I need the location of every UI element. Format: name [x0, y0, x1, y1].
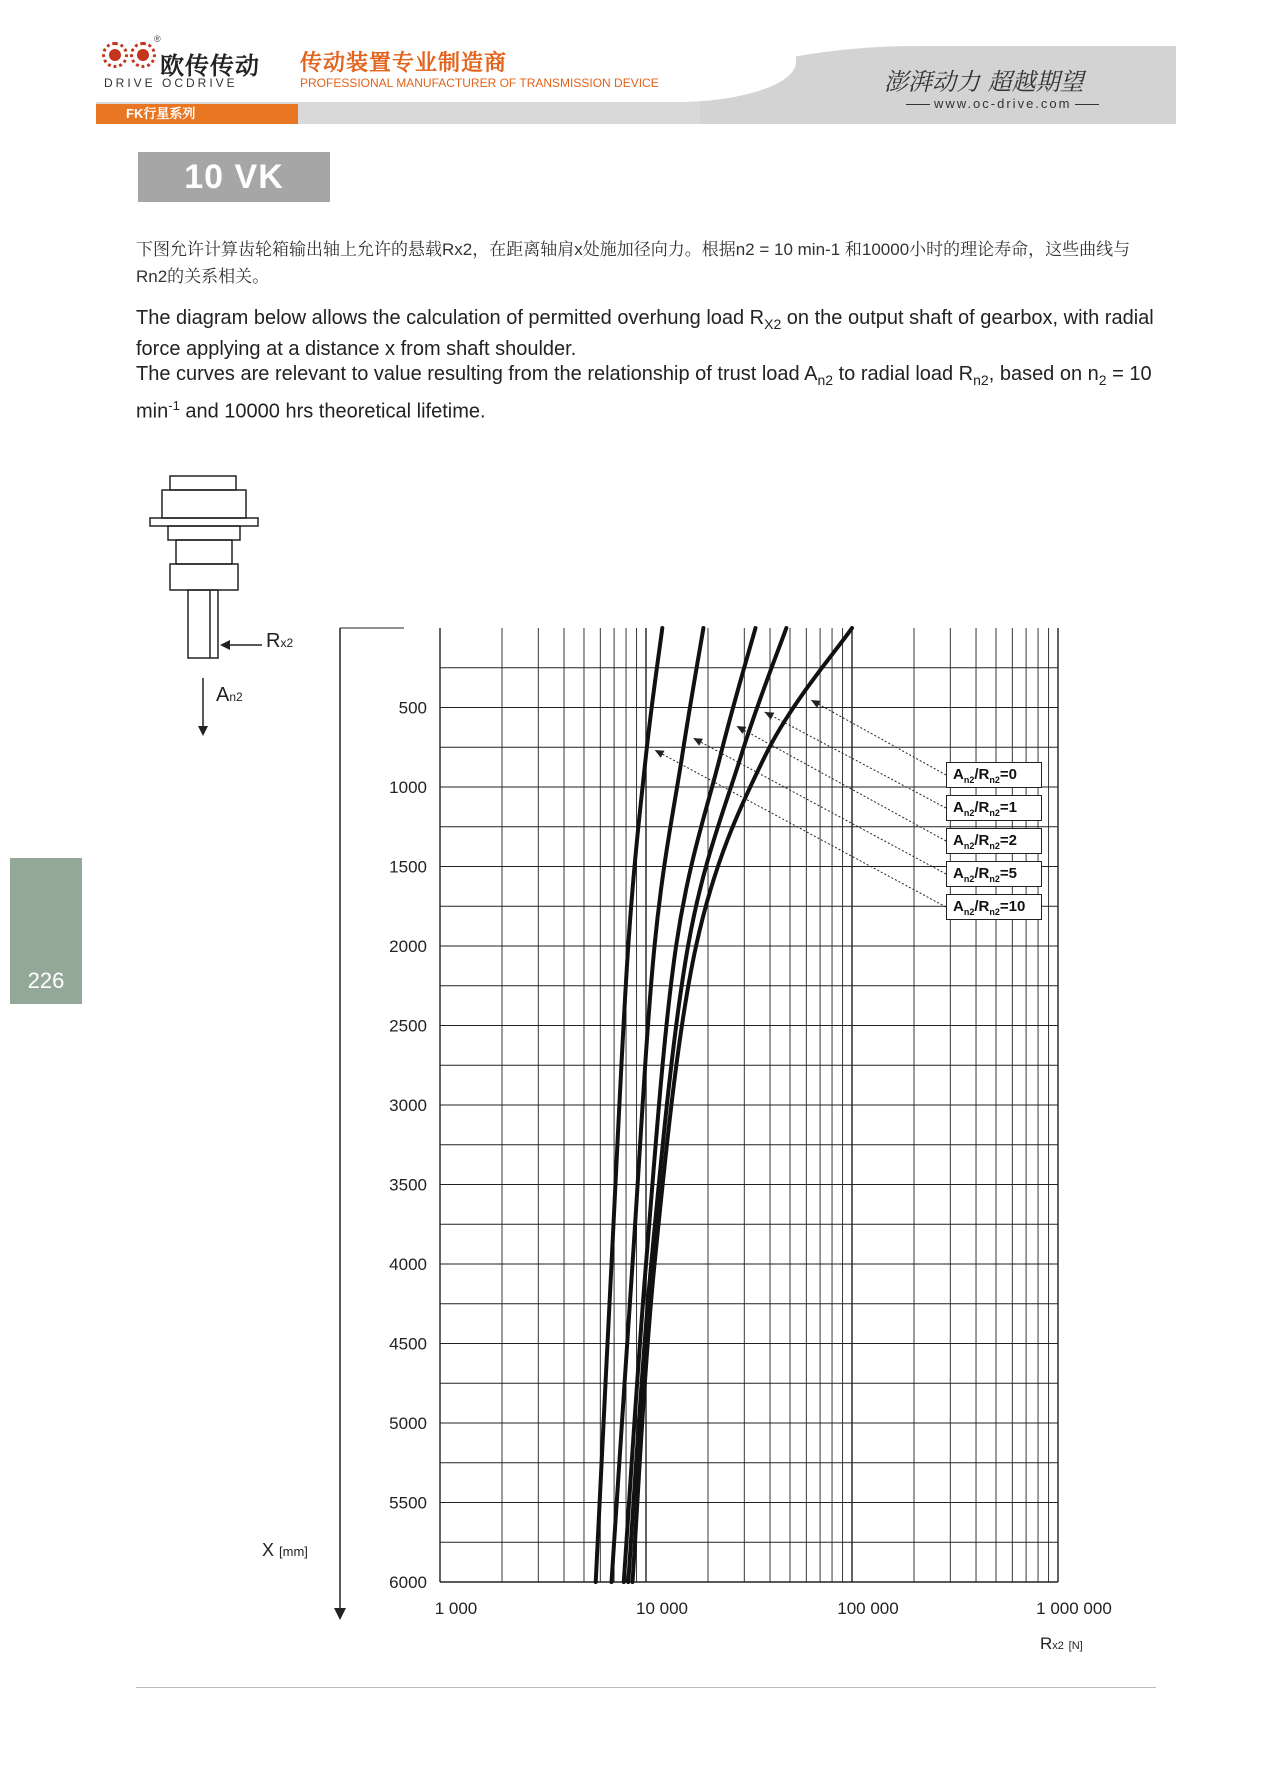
desc-subscript: n2 — [973, 372, 989, 388]
legend-subscript: n2 — [989, 808, 1000, 818]
x-tick-label: 10 000 — [636, 1599, 688, 1618]
desc-text: to radial load R — [833, 363, 974, 385]
desc-subscript: X2 — [764, 316, 782, 332]
y-tick-label: 2000 — [389, 937, 427, 956]
y-tick-label: 5000 — [389, 1414, 427, 1433]
legend-text: =0 — [999, 766, 1017, 783]
thrust-subscript: n2 — [229, 690, 243, 704]
legend-leader-line — [737, 726, 946, 841]
radial-force-label — [266, 630, 293, 653]
y-axis-label — [262, 1540, 308, 1561]
radial-force-arrowhead — [220, 640, 230, 650]
y-axis-arrowhead — [334, 1608, 346, 1620]
gearbox-neck — [168, 526, 240, 540]
force-symbol: R — [266, 630, 281, 652]
x-axis-unit: [N] — [1068, 1640, 1083, 1652]
legend-leader-line — [693, 738, 946, 874]
legend-leader-arrowhead — [811, 700, 821, 708]
legend-subscript: n2 — [963, 775, 975, 785]
legend-leader-line — [655, 750, 946, 907]
y-tick-label: 3000 — [389, 1096, 427, 1115]
tagline-english: PROFESSIONAL MANUFACTURER OF TRANSMISSION DEVICE — [300, 76, 659, 90]
legend-item — [946, 762, 1042, 788]
gearbox-bearing-housing — [176, 540, 232, 564]
legend-subscript: n2 — [963, 907, 975, 917]
registered-mark: ® — [154, 34, 161, 44]
legend-item — [946, 795, 1042, 821]
logo-english-name: DRIVE OCDRIVE — [104, 76, 238, 90]
legend-leader-arrowhead — [655, 750, 665, 758]
legend-text: A — [953, 865, 964, 882]
x-axis-subscript: x2 — [1052, 1640, 1064, 1652]
x-axis-label — [1040, 1634, 1083, 1654]
page-number: 226 — [27, 968, 65, 993]
bottom-rule — [136, 1687, 1156, 1688]
legend-leader-line — [765, 712, 946, 808]
legend-text: =5 — [999, 865, 1017, 882]
desc-text: The curves are relevant to value resulting from the relationship of trust load A — [136, 363, 818, 385]
legend-subscript: n2 — [963, 808, 975, 818]
legend-subscript: n2 — [963, 841, 975, 851]
y-tick-label: 500 — [398, 698, 427, 718]
legend-item — [946, 861, 1042, 887]
legend-text: /R — [974, 832, 990, 849]
y-axis-symbol: X — [262, 1540, 275, 1560]
y-tick-label: 5500 — [389, 1493, 427, 1513]
desc-text: on the output shaft of gearbox, with radial force applying at a distance x from shaft shoulder. — [136, 307, 1154, 360]
tagline-chinese: 传动装置专业制造商 — [300, 50, 508, 75]
y-tick-label: 6000 — [389, 1573, 427, 1592]
legend-text: /R — [974, 799, 990, 816]
desc-superscript: -1 — [168, 398, 180, 413]
legend-subscript: n2 — [989, 775, 1000, 785]
x-tick-label: 100 000 — [837, 1599, 899, 1618]
legend-subscript: n2 — [989, 907, 1000, 917]
gearbox-flange — [150, 518, 258, 526]
legend-text: =1 — [999, 799, 1017, 816]
legend-text: A — [953, 799, 964, 816]
desc-text: and 10000 hrs theoretical lifetime. — [179, 400, 486, 423]
y-tick-labels — [389, 699, 427, 1593]
legend-text: /R — [974, 865, 990, 882]
thrust-force-arrowhead — [198, 726, 208, 736]
legend-text: =2 — [999, 832, 1017, 849]
series-tab: FK行星系列 — [96, 104, 298, 124]
y-tick-label: 4500 — [389, 1334, 427, 1354]
y-tick-label: 3500 — [389, 1175, 427, 1195]
thrust-symbol: A — [216, 684, 230, 706]
chart-legend — [946, 762, 1046, 927]
logo-chinese-name: 欧传传动 — [160, 53, 260, 80]
x-axis-symbol: R — [1040, 1634, 1053, 1653]
legend-text: A — [953, 766, 964, 783]
y-tick-label: 1000 — [389, 778, 427, 797]
desc-subscript: 2 — [1098, 372, 1107, 388]
desc-text: = 10 min — [136, 363, 1152, 423]
legend-leader-line — [811, 700, 946, 775]
model-title: 10 VK — [138, 152, 330, 202]
legend-subscript: n2 — [989, 841, 1000, 851]
output-shaft — [188, 590, 218, 658]
x-tick-label: 1 000 — [434, 1599, 478, 1618]
gearbox-shaft-drawing — [150, 476, 262, 736]
desc-text: The diagram below allows the calculation of permitted overhung load R — [136, 307, 765, 329]
legend-leader-lines — [655, 700, 946, 907]
legend-leader-arrowhead — [693, 738, 703, 746]
desc-text: , based on n — [988, 363, 1099, 385]
legend-text: A — [953, 898, 964, 915]
legend-text: A — [953, 832, 964, 849]
website-text: www.oc-drive.com — [934, 96, 1072, 111]
y-axis-unit: [mm] — [279, 1544, 308, 1559]
legend-leader-arrowhead — [737, 726, 747, 734]
desc-subscript: n2 — [817, 372, 834, 388]
legend-item — [946, 828, 1042, 854]
legend-subscript: n2 — [989, 874, 1000, 884]
gearbox-housing — [162, 490, 246, 518]
description-chinese: 下图允许计算齿轮箱输出轴上允许的悬载Rx2，在距离轴肩x处施加径向力。根据n2 = 10 min-1 和10000小时的理论寿命，这些曲线与Rn2的关系相关。 — [136, 240, 1131, 286]
gearbox-output-flange — [170, 564, 238, 590]
y-tick-label: 4000 — [389, 1255, 427, 1274]
y-tick-label: 1500 — [389, 857, 427, 877]
legend-text: /R — [974, 898, 990, 915]
thrust-force-label — [216, 684, 243, 707]
slogan: 澎湃动力 超越期望 — [884, 68, 1084, 96]
y-tick-label: 2500 — [389, 1016, 427, 1036]
legend-text: /R — [974, 766, 990, 783]
legend-subscript: n2 — [963, 874, 975, 884]
x-tick-label: 1 000 000 — [1036, 1599, 1112, 1618]
legend-text: =10 — [999, 898, 1026, 915]
force-subscript: x2 — [280, 636, 294, 650]
gearbox-top-cap — [170, 476, 236, 490]
legend-item — [946, 894, 1042, 920]
x-tick-labels — [435, 1599, 1112, 1618]
